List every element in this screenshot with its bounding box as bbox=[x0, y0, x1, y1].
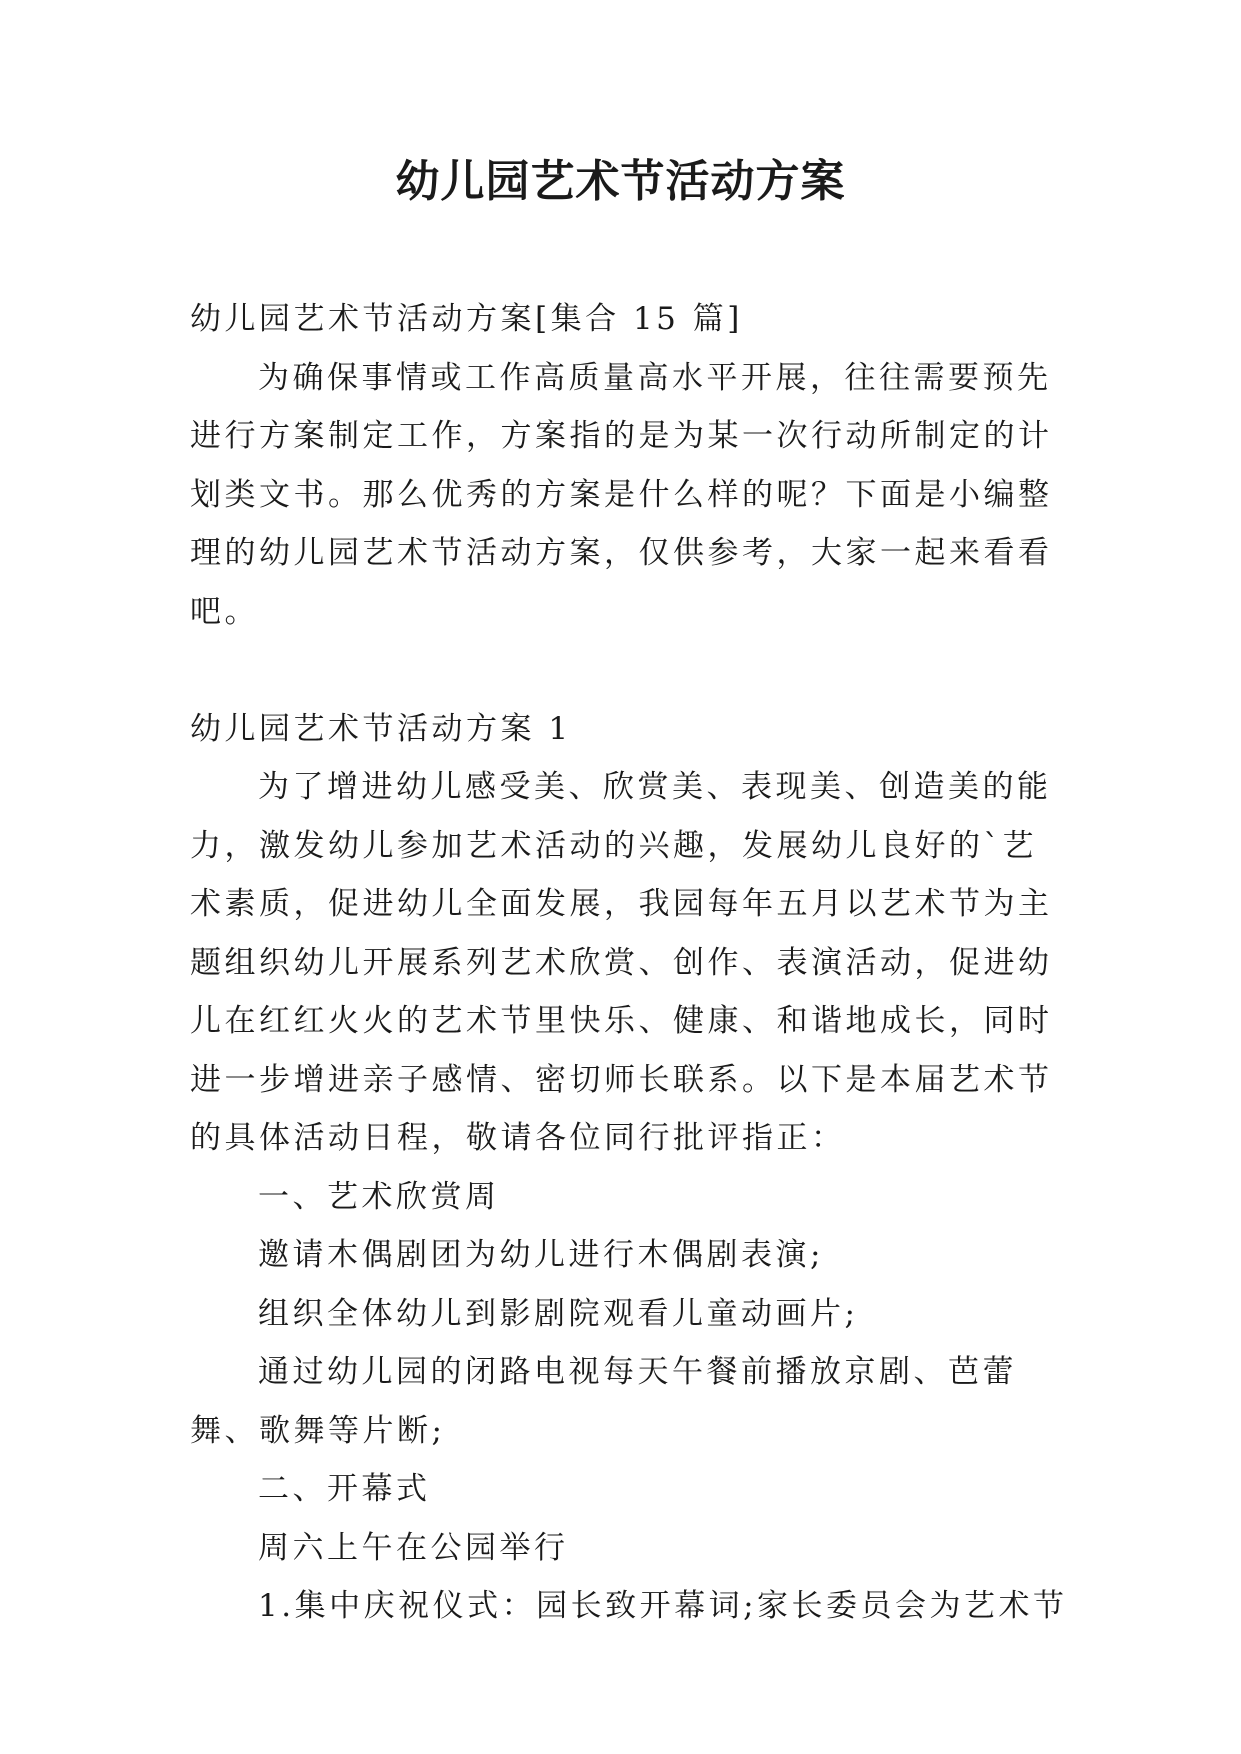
part1-item-1: 邀请木偶剧团为幼儿进行木偶剧表演; bbox=[258, 1237, 824, 1273]
paragraph-spacer bbox=[190, 641, 1070, 700]
section-intro-paragraph: 为了增进幼儿感受美、欣赏美、表现美、创造美的能力，激发幼儿参加艺术活动的兴趣，发展幼儿良好的`艺术素质，促进幼儿全面发展，我园每年五月以艺术节为主题组织幼儿开展系列艺术欣赏、创作、表演活动，促进幼儿在红红火火的艺术节里快乐、健康、和谐地成长，同时进一步增进亲子感情、密切师长联系。以下是本届艺术节的具体活动日程，敬请各位同行批评指正： bbox=[190, 769, 1053, 1156]
document-subtitle: 幼儿园艺术节活动方案[集合 15 篇] bbox=[190, 301, 743, 337]
part2-item-1: 周六上午在公园举行 bbox=[258, 1529, 569, 1566]
document-title: 幼儿园艺术节活动方案 bbox=[395, 156, 846, 207]
part1-item-3: 通过幼儿园的闭路电视每天午餐前播放京剧、芭蕾舞、歌舞等片断; bbox=[190, 1354, 1017, 1449]
document-body bbox=[190, 290, 1070, 1636]
section-heading: 幼儿园艺术节活动方案 1 bbox=[190, 710, 572, 747]
intro-paragraph: 为确保事情或工作高质量高水平开展，往往需要预先进行方案制定工作，方案指的是为某一次行动所制定的计划类文书。那么优秀的方案是什么样的呢？下面是小编整理的幼儿园艺术节活动方案，仅供参考，大家一起来看看吧。 bbox=[190, 359, 1053, 630]
part2-item-2: 1.集中庆祝仪式：园长致开幕词;家长委员会为艺术节 bbox=[258, 1588, 1068, 1624]
part1-heading: 一、艺术欣赏周 bbox=[258, 1178, 500, 1215]
part1-item-2: 组织全体幼儿到影剧院观看儿童动画片; bbox=[258, 1295, 859, 1332]
part2-heading: 二、开幕式 bbox=[258, 1471, 431, 1507]
